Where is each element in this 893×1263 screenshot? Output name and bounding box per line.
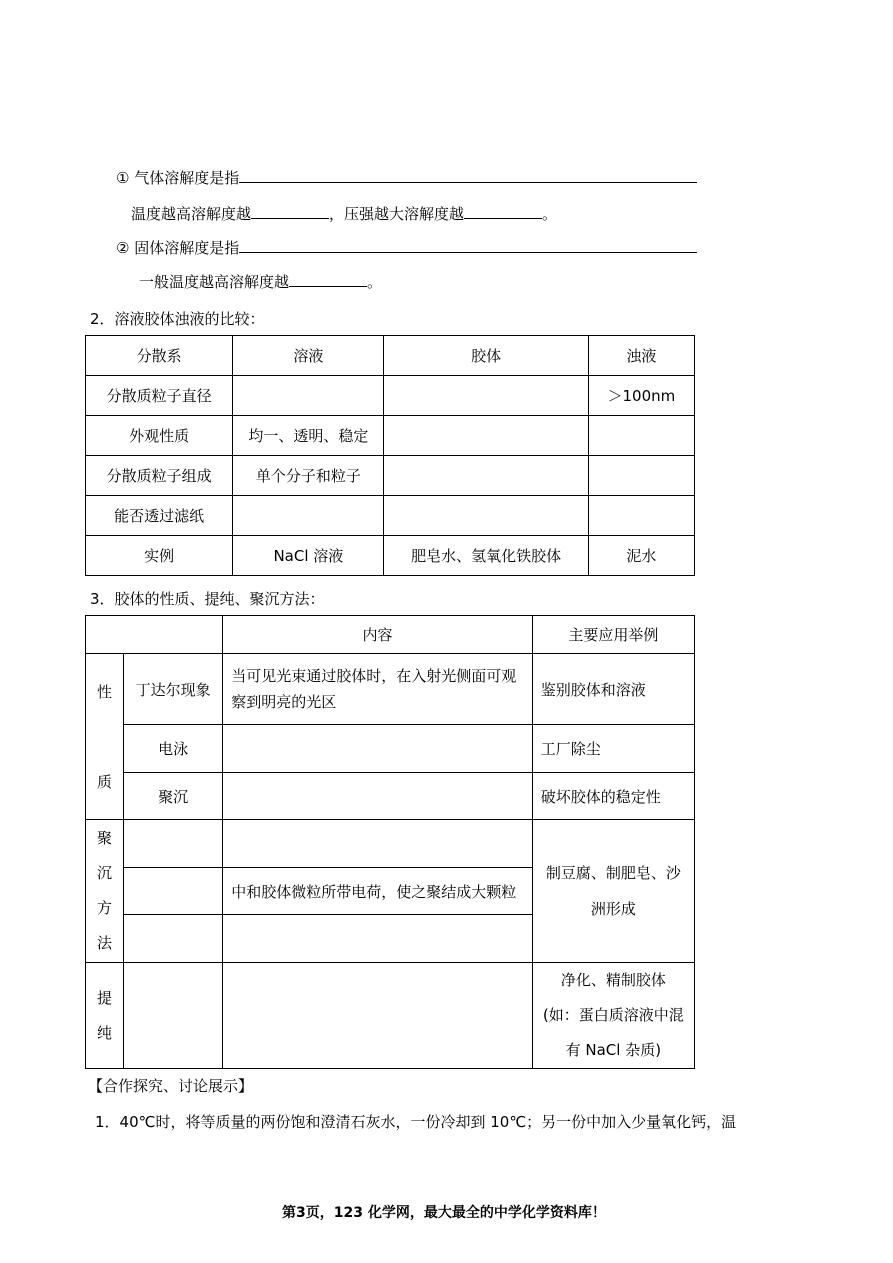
header-cell: 胶体 bbox=[384, 336, 588, 376]
header-cell: 溶液 bbox=[233, 336, 384, 376]
purification-example bbox=[532, 963, 694, 1069]
table-header-row bbox=[86, 616, 695, 654]
table-row-electrophoresis bbox=[86, 725, 695, 773]
solid-temp-blank[interactable] bbox=[289, 272, 367, 287]
method-name-cell[interactable] bbox=[124, 915, 223, 963]
solid-temp-line bbox=[139, 271, 382, 292]
gas-temp-blank[interactable] bbox=[251, 204, 329, 219]
table-row-coagulation bbox=[86, 773, 695, 820]
method-content-cell: 中和胶体微粒所带电荷，使之聚结成大颗粒 bbox=[223, 868, 533, 915]
gas-solubility-line bbox=[116, 167, 697, 188]
solid-solubility-prefix: ② 固体溶解度是指 bbox=[116, 239, 240, 257]
table-cell[interactable] bbox=[384, 376, 588, 416]
electrophoresis-name: 电泳 bbox=[124, 725, 223, 773]
table-cell: 肥皂水、氢氧化铁胶体 bbox=[384, 536, 588, 576]
tyndall-content-line: 当可见光束通过胶体时，在入射光侧面可观 bbox=[231, 667, 517, 685]
method-content-cell[interactable] bbox=[223, 820, 533, 868]
method-name-cell[interactable] bbox=[124, 820, 223, 868]
method-char: 法 bbox=[97, 934, 113, 952]
page-footer: 第3页，123 化学网，最大最全的中学化学资料库！ bbox=[282, 1205, 606, 1221]
row-label: 分散质粒子直径 bbox=[86, 376, 233, 416]
tyndall-name: 丁达尔现象 bbox=[124, 654, 223, 725]
coagulation-name: 聚沉 bbox=[124, 773, 223, 820]
coagulation-example: 破坏胶体的稳定性 bbox=[532, 773, 694, 820]
solid-temp-text: 一般温度越高溶解度越 bbox=[139, 273, 290, 291]
purification-content-cell[interactable] bbox=[223, 963, 533, 1069]
row-label: 能否透过滤纸 bbox=[86, 496, 233, 536]
method-example bbox=[532, 820, 694, 963]
method-group-label bbox=[86, 820, 124, 963]
colloid-properties-table bbox=[85, 615, 695, 1069]
table-cell: 均一、透明、稳定 bbox=[233, 416, 384, 456]
section3-heading: 3．胶体的性质、提纯、聚沉方法： bbox=[90, 590, 325, 608]
row-label: 分散质粒子组成 bbox=[86, 456, 233, 496]
table-cell: NaCl 溶液 bbox=[233, 536, 384, 576]
electrophoresis-example: 工厂除尘 bbox=[532, 725, 694, 773]
method-example-line: 洲形成 bbox=[590, 900, 636, 918]
header-cell: 浊液 bbox=[588, 336, 694, 376]
method-content-cell[interactable] bbox=[223, 915, 533, 963]
header-content: 内容 bbox=[223, 616, 533, 654]
table-cell[interactable] bbox=[384, 416, 588, 456]
table-cell[interactable] bbox=[588, 416, 694, 456]
table-cell[interactable] bbox=[384, 456, 588, 496]
purification-example-line: (如：蛋白质溶液中混 bbox=[542, 1006, 684, 1024]
table-row bbox=[86, 456, 695, 496]
method-name-cell[interactable] bbox=[124, 868, 223, 915]
discussion-heading: 【合作探究、讨论展示】 bbox=[88, 1077, 254, 1095]
property-group-label bbox=[86, 654, 124, 820]
purification-label bbox=[86, 963, 124, 1069]
purification-name-cell[interactable] bbox=[124, 963, 223, 1069]
table-row bbox=[86, 536, 695, 576]
method-char: 沉 bbox=[97, 864, 113, 882]
gas-pressure-text: ，压强越大溶解度越 bbox=[329, 205, 465, 223]
gas-solubility-prefix: ① 气体溶解度是指 bbox=[116, 169, 240, 187]
tyndall-content-line: 察到明亮的光区 bbox=[231, 693, 337, 711]
dispersion-comparison-table bbox=[85, 335, 695, 576]
table-cell[interactable] bbox=[588, 456, 694, 496]
question-1: 1．40℃时，将等质量的两份饱和澄清石灰水，一份冷却到 10℃；另一份中加入少量氧化钙，温 bbox=[95, 1113, 737, 1131]
gas-pressure-blank[interactable] bbox=[464, 204, 542, 219]
empty-header-cell bbox=[86, 616, 223, 654]
gas-solubility-blank[interactable] bbox=[239, 168, 697, 183]
table-cell[interactable] bbox=[233, 376, 384, 416]
method-example-line: 制豆腐、制肥皂、沙 bbox=[545, 864, 681, 882]
table-cell[interactable] bbox=[588, 496, 694, 536]
purification-example-line: 有 NaCl 杂质) bbox=[565, 1041, 662, 1059]
purification-example-line: 净化、精制胶体 bbox=[560, 971, 666, 989]
period: 。 bbox=[367, 273, 383, 291]
table-row bbox=[86, 416, 695, 456]
table-cell: 单个分子和粒子 bbox=[233, 456, 384, 496]
table-row-tyndall bbox=[86, 654, 695, 725]
row-label: 外观性质 bbox=[86, 416, 233, 456]
section2-heading: 2．溶液胶体浊液的比较： bbox=[90, 310, 265, 328]
tyndall-example: 鉴别胶体和溶液 bbox=[532, 654, 694, 725]
table-header-row bbox=[86, 336, 695, 376]
table-row-method-1 bbox=[86, 820, 695, 868]
table-cell: ＞100nm bbox=[588, 376, 694, 416]
method-char: 方 bbox=[97, 899, 113, 917]
purification-char: 提 bbox=[97, 988, 113, 1007]
table-cell[interactable] bbox=[233, 496, 384, 536]
method-char: 聚 bbox=[97, 829, 113, 847]
coagulation-content[interactable] bbox=[223, 773, 533, 820]
table-cell: 泥水 bbox=[588, 536, 694, 576]
solid-solubility-line bbox=[116, 237, 697, 258]
table-cell[interactable] bbox=[384, 496, 588, 536]
table-row bbox=[86, 376, 695, 416]
tyndall-content bbox=[223, 654, 533, 725]
property-char: 性 bbox=[97, 682, 113, 701]
header-example: 主要应用举例 bbox=[532, 616, 694, 654]
table-row bbox=[86, 496, 695, 536]
electrophoresis-content[interactable] bbox=[223, 725, 533, 773]
gas-temp-line bbox=[131, 203, 557, 224]
row-label: 实例 bbox=[86, 536, 233, 576]
header-cell: 分散系 bbox=[86, 336, 233, 376]
property-char: 质 bbox=[97, 772, 113, 791]
purification-char: 纯 bbox=[97, 1023, 113, 1042]
table-row-purification bbox=[86, 963, 695, 1069]
gas-temp-text: 温度越高溶解度越 bbox=[131, 205, 252, 223]
solid-solubility-blank[interactable] bbox=[239, 238, 697, 253]
period: 。 bbox=[542, 205, 558, 223]
